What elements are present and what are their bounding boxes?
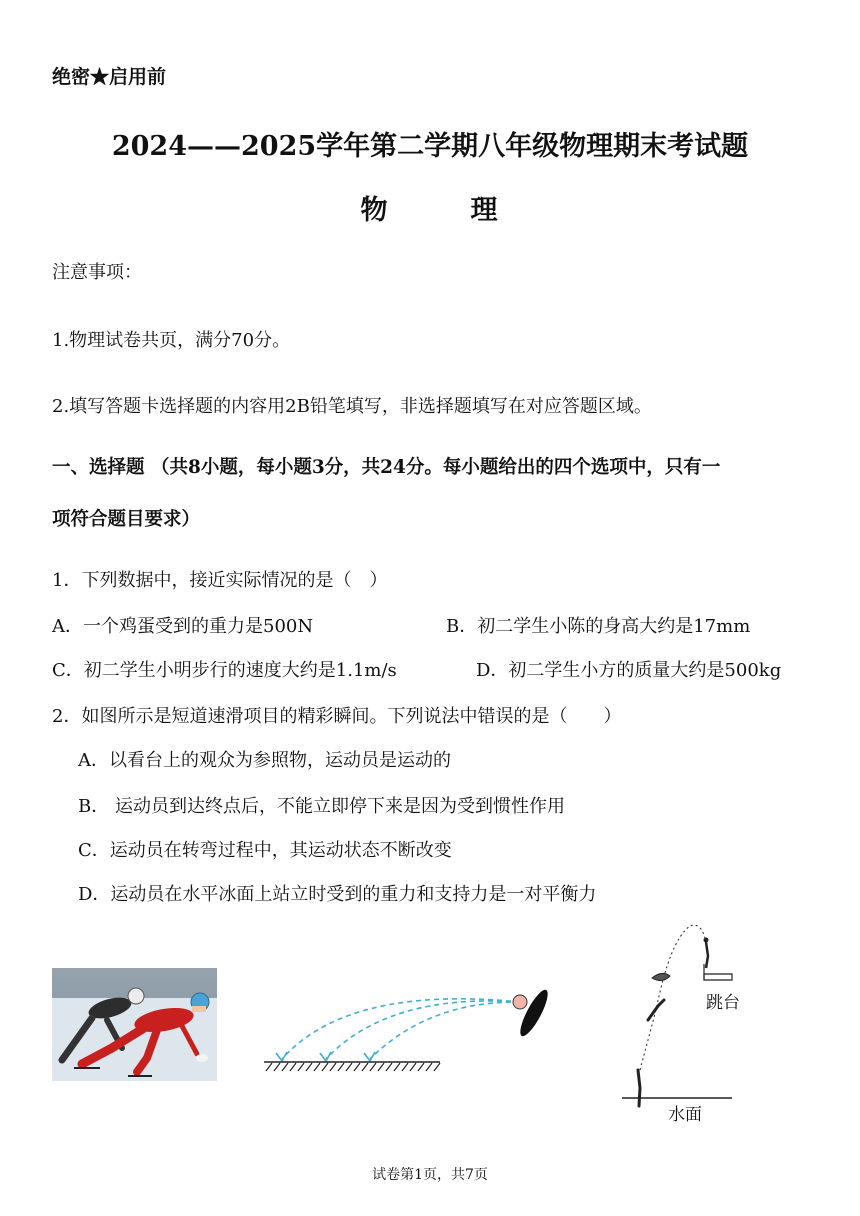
subject-heading [0,188,860,227]
question-1-stem: 1．下列数据中，接近实际情况的是（ ） [52,570,388,591]
trajectory-diagram [258,975,558,1075]
question-1-option-d: D．初二学生小方的质量大约是500kg [476,660,782,681]
arrow-head-1 [276,1052,287,1061]
diver-mid [648,1000,664,1020]
diver-entry [638,1070,640,1106]
notice-label: 注意事项： [52,262,142,283]
platform [704,974,732,980]
diving-diagram [610,920,760,1130]
section-heading [52,446,822,542]
speed-skating-illustration [52,968,217,1081]
trajectory-arc-1 [282,999,520,1059]
question-2-option-a: A．以看台上的观众为参照物，运动员是运动的 [78,750,451,771]
notice-item-2: 2.填写答题卡选择题的内容用2B铅笔填写，非选择题填写在对应答题区域。 [52,396,652,417]
water-surface-label: 水面 [668,1105,702,1125]
question-2-option-d: D．运动员在水平冰面上站立时受到的重力和支持力是一对平衡力 [78,884,597,905]
question-1-option-b: B．初二学生小陈的身高大约是17mm [446,616,751,637]
question-1-option-c: C．初二学生小明步行的速度大约是1.1m/s [52,660,397,681]
question-2-option-c: C．运动员在转弯过程中，其运动状态不断改变 [78,840,452,861]
dive-path [640,925,708,1070]
notice-item-1: 1.物理试卷共页，满分70分。 [52,330,291,351]
trajectory-arc-3 [370,1002,520,1059]
page-footer: 试卷第1页，共7页 [372,1167,488,1183]
platform-label: 跳台 [706,993,740,1013]
question-2-option-b: B． 运动员到达终点后，不能立即停下来是因为受到惯性作用 [78,796,565,817]
trajectory-arc-2 [326,1001,520,1059]
exam-title: 2024——2025学年第二学期八年级物理期末考试题 [111,131,749,162]
ground-hatching [266,1063,440,1071]
question-2-stem: 2．如图所示是短道速滑项目的精彩瞬间。下列说法中错误的是（ ） [52,706,622,727]
diver-standing [706,942,708,968]
diver-tuck [652,973,670,980]
ball [513,995,527,1009]
question-1-option-a: A．一个鸡蛋受到的重力是500N [52,616,314,637]
subject-char-1: 物 [360,195,390,226]
subject-char-2: 理 [470,195,500,226]
confidential-label: 绝密★启用前 [52,66,167,88]
speed-skating-photo [52,968,217,1081]
arrow-head-2 [320,1052,331,1061]
arrow-head-3 [364,1052,375,1061]
section-heading-line-1: 一、选择题 （共8小题，每小题3分，共24分。每小题给出的四个选项中，只有一 [52,457,721,478]
section-heading-line-2: 项符合题目要求） [52,509,201,530]
diving-illustration [610,920,760,1130]
